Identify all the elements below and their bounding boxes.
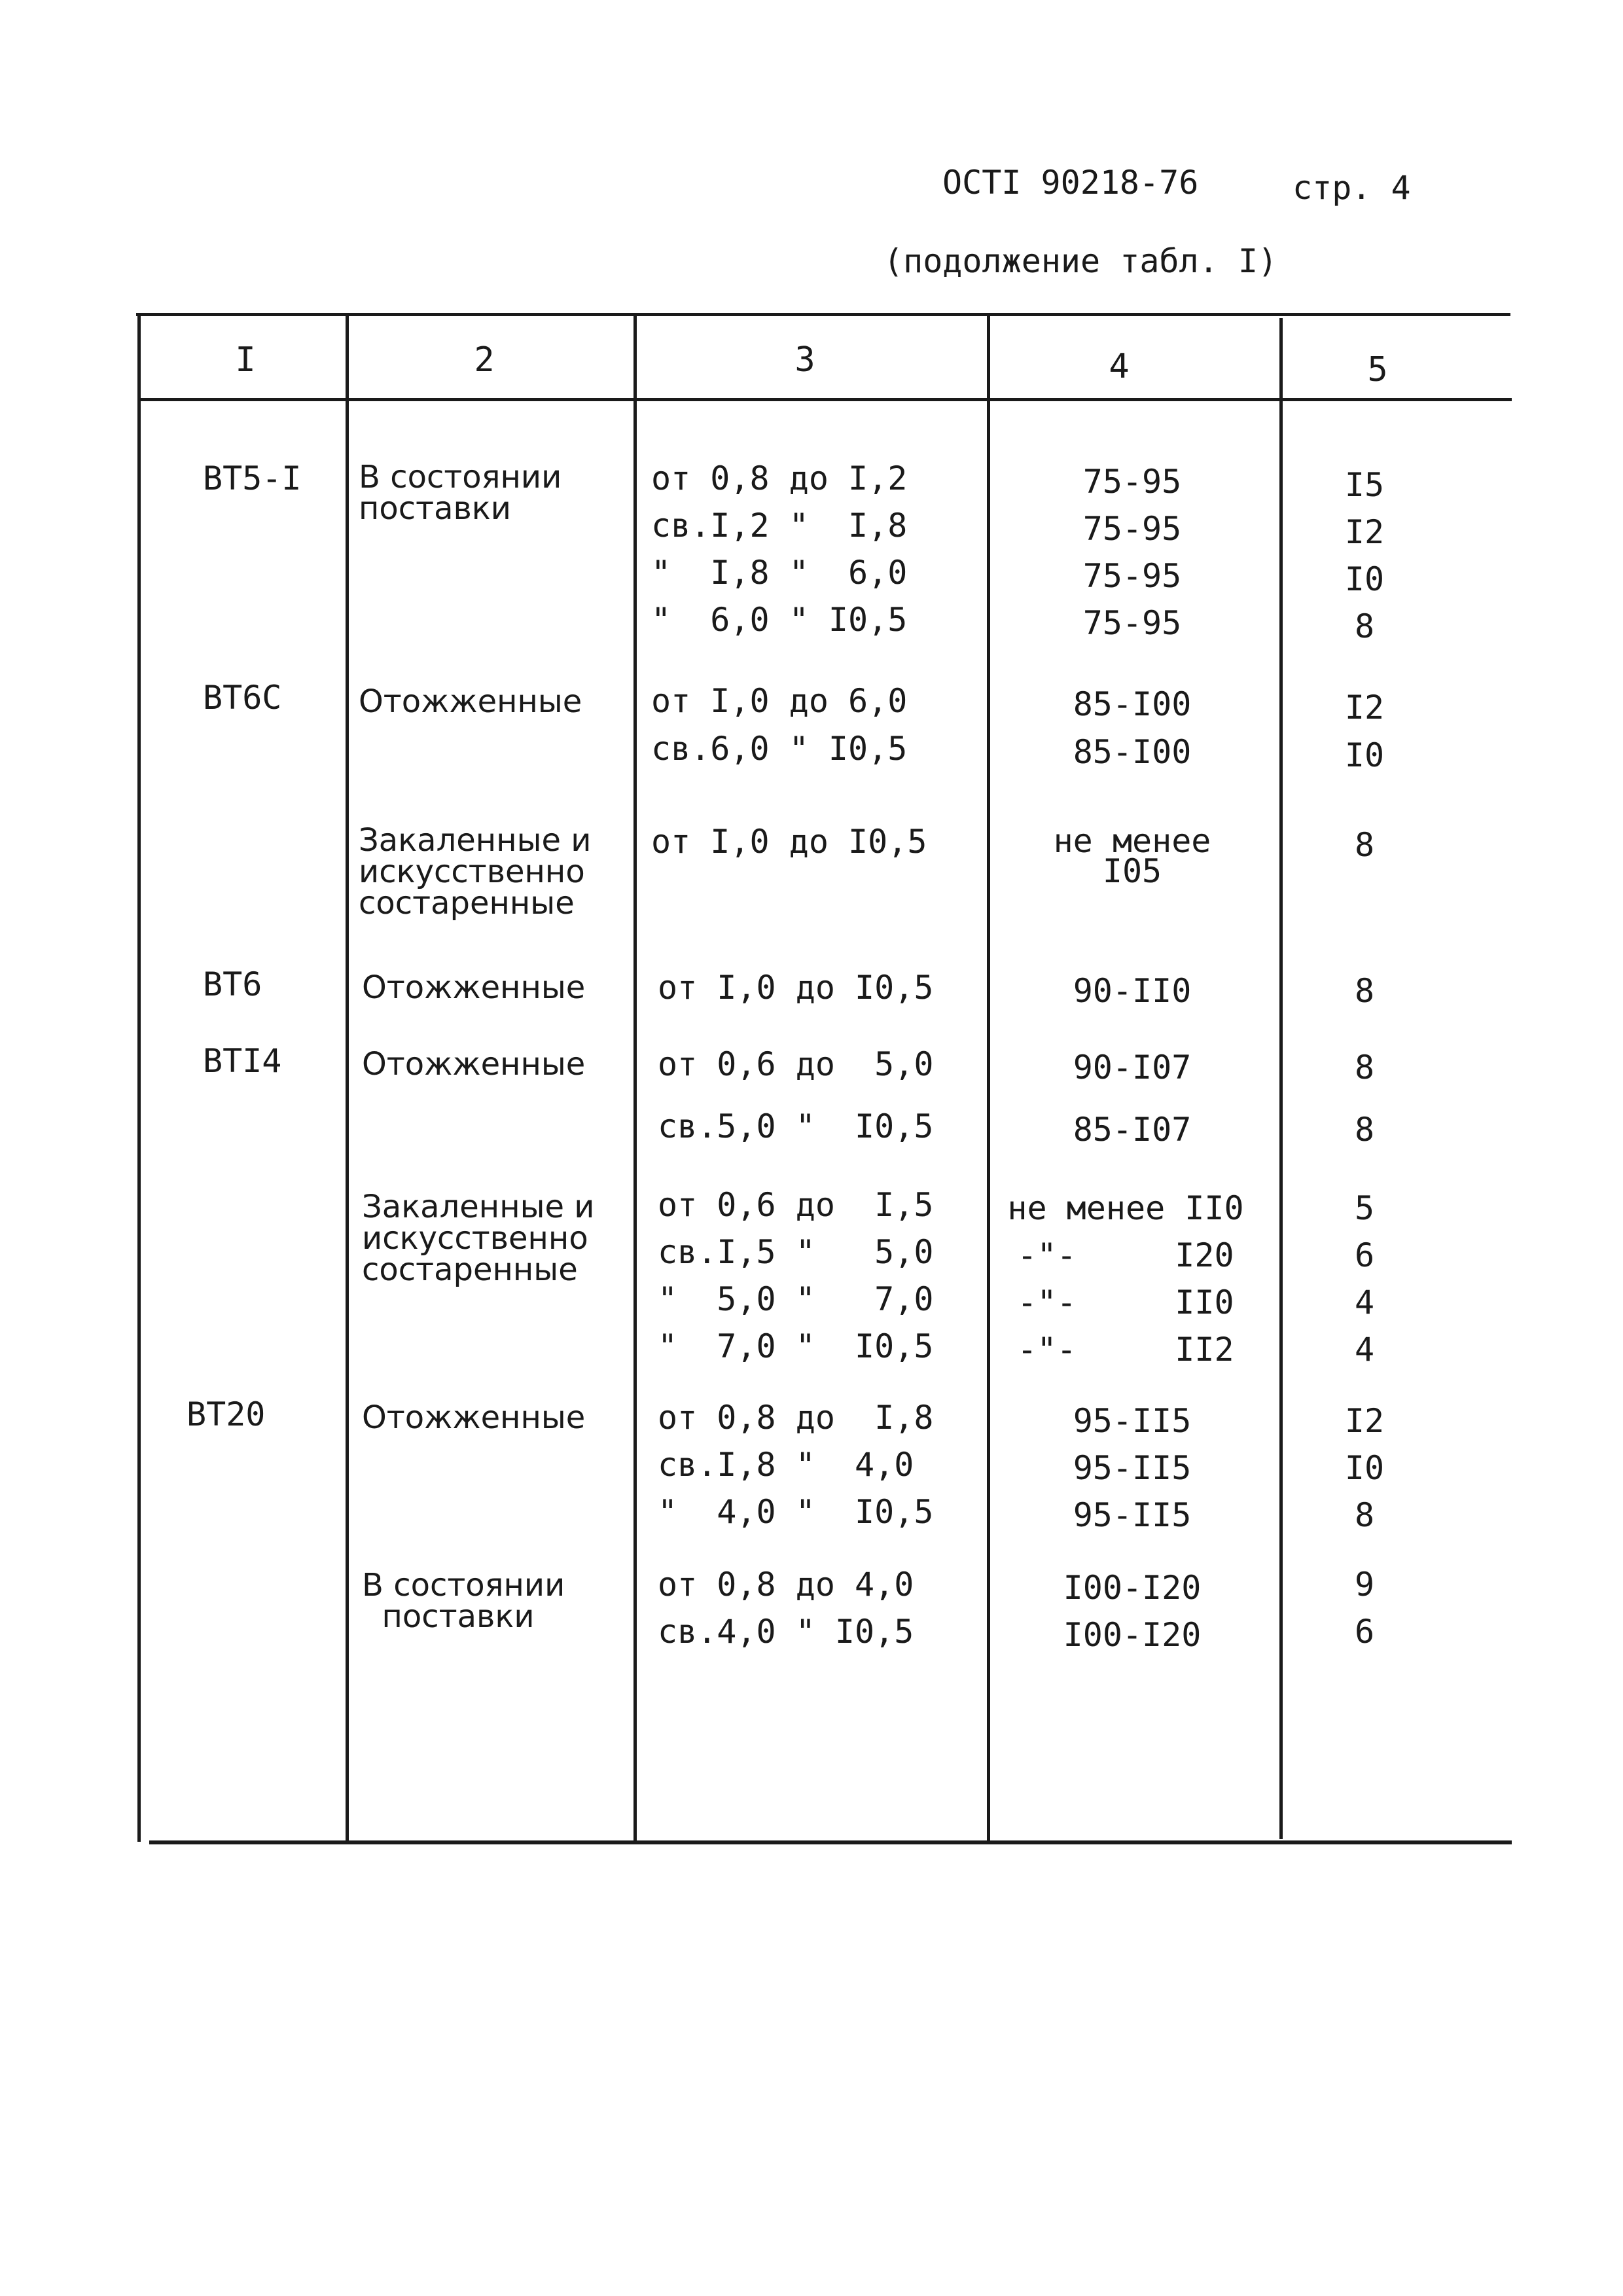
table-continuation-note: (подолжение табл. I) [883,242,1278,280]
strength-cell: 85-I00 [1073,685,1192,723]
column-header-2: 2 [474,340,495,380]
strength-cell: 90-I07 [1073,1049,1192,1086]
elongation-cell: I0 [1344,736,1385,774]
elongation-cell: 5 [1354,1189,1375,1227]
elongation-cell: 8 [1354,1496,1375,1534]
grade-cell: ВТ6 [203,965,262,1003]
thickness-cell: от 0,8 до I,8 [658,1399,934,1437]
condition-cell: Отожженные [362,969,586,1006]
strength-cell: -"- I20 [1017,1236,1234,1274]
elongation-cell: 8 [1354,1111,1375,1149]
table-header-divider [139,398,1512,401]
condition-cell: Отожженные [362,1399,586,1436]
strength-cell: 85-I07 [1073,1111,1192,1149]
condition-cell: Закаленные и искусственно состаренные [359,822,592,922]
condition-cell: Отожженные [362,1046,586,1083]
column-header-4: 4 [1109,347,1130,386]
strength-cell: не менее II0 [1007,1189,1244,1227]
grade-cell: ВТ20 [187,1395,266,1433]
thickness-cell: " 6,0 " I0,5 [651,601,908,639]
elongation-cell: 6 [1354,1613,1375,1651]
strength-cell: 90-II0 [1073,972,1192,1010]
elongation-cell: I0 [1344,560,1385,598]
elongation-cell: I2 [1344,1402,1385,1440]
strength-cell: 95-II5 [1073,1449,1192,1487]
thickness-cell: " I,8 " 6,0 [651,554,908,592]
elongation-cell: I5 [1344,466,1385,504]
elongation-cell: 4 [1354,1283,1375,1321]
strength-cell: 75-95 [1082,463,1182,501]
elongation-cell: 8 [1354,607,1375,645]
column-divider-3-4 [987,314,990,1842]
grade-cell: ВТ5-I [203,459,302,497]
column-header-5: 5 [1367,350,1388,389]
column-header-1: I [235,340,256,380]
strength-cell: 75-95 [1082,510,1182,548]
strength-cell: -"- II0 [1017,1283,1234,1321]
grade-cell: ВТ6С [203,679,282,717]
column-header-3: 3 [794,340,815,380]
condition-cell: Отожженные [359,683,582,720]
column-divider-2-3 [633,314,637,1844]
condition-cell: В состоянии поставки [362,1567,565,1635]
thickness-cell: от 0,6 до 5,0 [658,1045,934,1083]
thickness-cell: от I,0 до I0,5 [651,823,927,861]
elongation-cell: 4 [1354,1331,1375,1369]
table-bottom-border [149,1840,1512,1844]
page-number: стр. 4 [1293,169,1411,207]
elongation-cell: I2 [1344,513,1385,551]
thickness-cell: св.6,0 " I0,5 [651,730,908,768]
thickness-cell: от 0,8 до 4,0 [658,1566,914,1604]
thickness-cell: от 0,6 до I,5 [658,1186,934,1224]
strength-cell: -"- II2 [1017,1331,1234,1369]
strength-cell: 95-II5 [1073,1496,1192,1534]
thickness-cell: св.I,5 " 5,0 [658,1233,934,1271]
thickness-cell: от I,0 до I0,5 [658,969,934,1007]
table-left-border [137,314,141,1842]
condition-cell: Закаленные и искусственно состаренные [362,1189,595,1288]
document-code: ОСТI 90218-76 [942,164,1199,202]
elongation-cell: 8 [1354,826,1375,864]
thickness-cell: " 7,0 " I0,5 [658,1327,934,1365]
strength-cell: 75-95 [1082,557,1182,595]
column-divider-1-2 [346,314,349,1842]
strength-cell: 75-95 [1082,604,1182,642]
elongation-cell: 8 [1354,1049,1375,1086]
thickness-cell: от I,0 до 6,0 [651,682,908,720]
strength-cell: не менее I05 [1053,822,1211,890]
thickness-cell: от 0,8 до I,2 [651,459,908,497]
thickness-cell: " 4,0 " I0,5 [658,1493,934,1531]
elongation-cell: 6 [1354,1236,1375,1274]
table-top-border [136,313,1510,316]
thickness-cell: св.I,2 " I,8 [651,507,908,545]
elongation-cell: I0 [1344,1449,1385,1487]
thickness-cell: св.4,0 " I0,5 [658,1613,914,1651]
grade-cell: ВТI4 [203,1042,282,1080]
thickness-cell: " 5,0 " 7,0 [658,1280,934,1318]
strength-cell: 95-II5 [1073,1402,1192,1440]
elongation-cell: 9 [1354,1566,1375,1604]
elongation-cell: 8 [1354,972,1375,1010]
strength-cell: I00-I20 [1063,1569,1202,1607]
thickness-cell: св.5,0 " I0,5 [658,1107,934,1145]
elongation-cell: I2 [1344,689,1385,726]
strength-cell: I00-I20 [1063,1616,1202,1654]
column-divider-4-5 [1279,318,1283,1839]
condition-cell: В состоянии поставки [359,459,562,527]
strength-cell: 85-I00 [1073,733,1192,771]
thickness-cell: св.I,8 " 4,0 [658,1446,914,1484]
